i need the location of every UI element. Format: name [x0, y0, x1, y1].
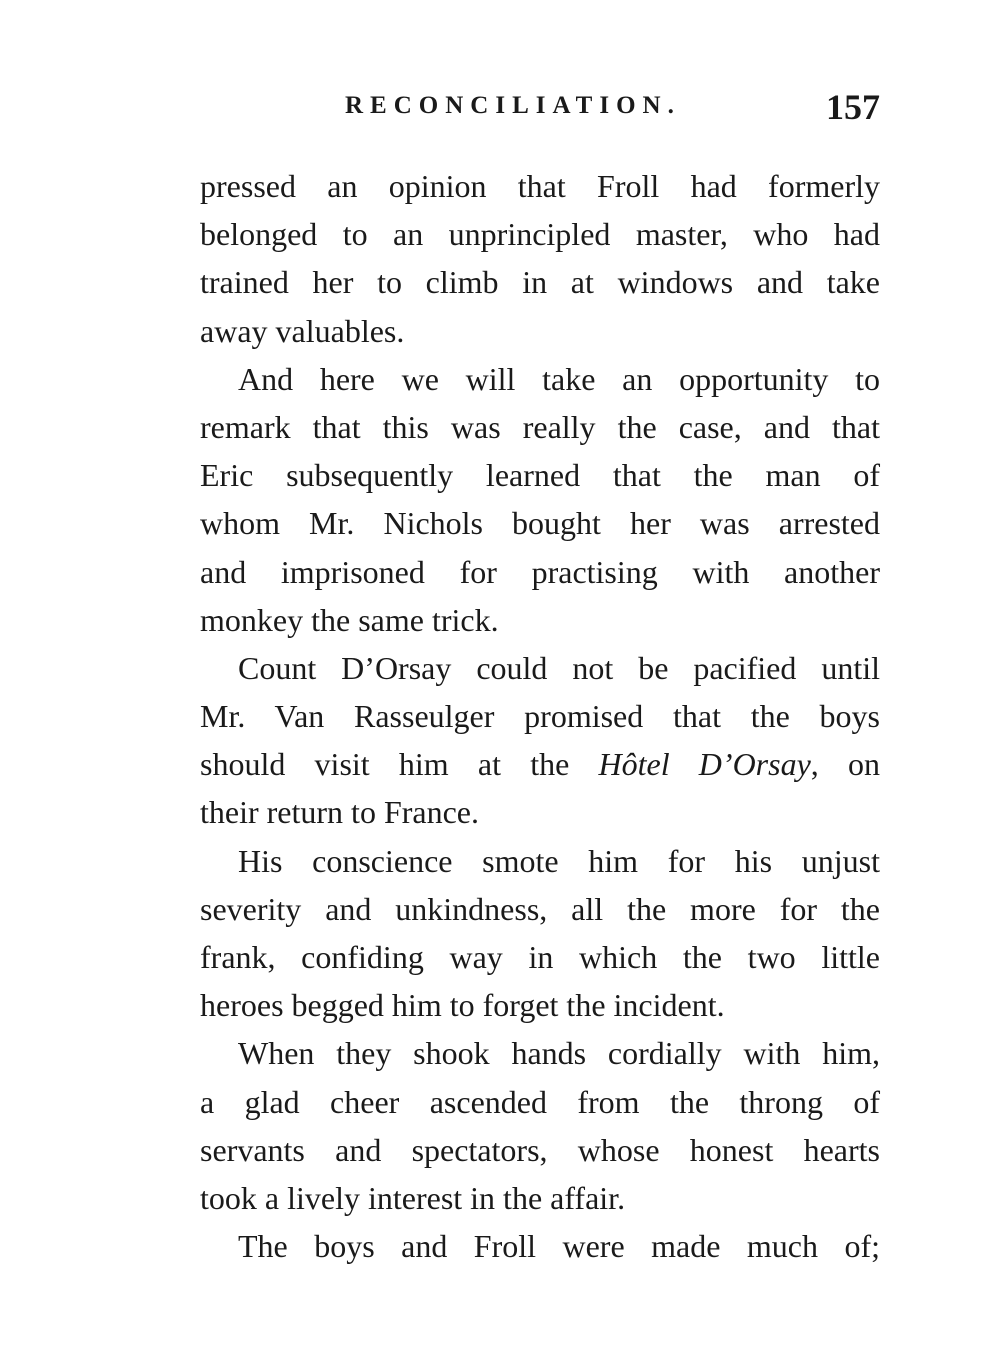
text-line: [200, 740, 880, 788]
text-line: [200, 499, 880, 547]
text-line: [200, 1174, 880, 1222]
text-line: [200, 258, 880, 306]
text-segment: heroes begged him to forget the incident.: [200, 987, 725, 1024]
text-line: [200, 403, 880, 451]
text-segment: And here we will take an opportunity to: [238, 360, 880, 397]
text-line: [200, 162, 880, 210]
text-segment: belonged to an unprincipled master, who had: [200, 216, 880, 253]
text-line: [200, 981, 880, 1029]
paragraph-first-line: [200, 355, 880, 403]
text-segment: monkey the same trick.: [200, 601, 499, 638]
text-line: [200, 596, 880, 644]
italic-place-name: Hôtel D’Orsay: [598, 746, 811, 783]
running-header: [200, 88, 880, 128]
paragraph-first-line: [200, 837, 880, 885]
text-segment: remark that this was really the case, and that: [200, 408, 880, 445]
text-segment: Eric subsequently learned that the man of: [200, 457, 880, 494]
text-segment: and imprisoned for practising with another: [200, 553, 880, 590]
text-segment: whom Mr. Nichols bought her was arrested: [200, 505, 880, 542]
text-line: [200, 933, 880, 981]
text-line: [200, 1078, 880, 1126]
paragraph-first-line: [200, 644, 880, 692]
text-segment: servants and spectators, whose honest hearts: [200, 1131, 880, 1168]
text-line: [200, 307, 880, 355]
body-text: [200, 162, 880, 1270]
text-segment: took a lively interest in the affair.: [200, 1179, 626, 1216]
text-segment: pressed an opinion that Froll had formerly: [200, 168, 880, 204]
text-line: [200, 548, 880, 596]
text-line: [200, 692, 880, 740]
text-segment: away valuables.: [200, 312, 405, 349]
text-segment: His conscience smote him for his unjust: [238, 842, 880, 879]
text-line: [200, 1126, 880, 1174]
text-segment: Mr. Van Rasseulger promised that the boys: [200, 698, 880, 735]
text-segment: trained her to climb in at windows and take: [200, 264, 880, 301]
text-segment: their return to France.: [200, 794, 479, 831]
text-segment: severity and unkindness, all the more for the: [200, 890, 880, 927]
text-line: [200, 885, 880, 933]
text-segment: The boys and Froll were made much of;: [238, 1228, 880, 1265]
paragraph-first-line: [200, 1029, 880, 1077]
text-segment: should visit him at the: [200, 746, 599, 783]
page-number: 157: [826, 87, 880, 127]
text-segment: frank, confiding way in which the two little: [200, 939, 880, 975]
text-line: [200, 451, 880, 499]
text-segment: , on: [810, 746, 881, 783]
text-segment: Count D’Orsay could not be pacified until: [238, 649, 880, 686]
text-segment: a glad cheer ascended from the throng of: [200, 1083, 880, 1120]
paragraph-first-line: [200, 1222, 880, 1270]
running-title: RECONCILIATION.: [345, 92, 681, 119]
text-line: [200, 210, 880, 258]
text-segment: When they shook hands cordially with him,: [238, 1035, 880, 1072]
text-line: [200, 788, 880, 836]
